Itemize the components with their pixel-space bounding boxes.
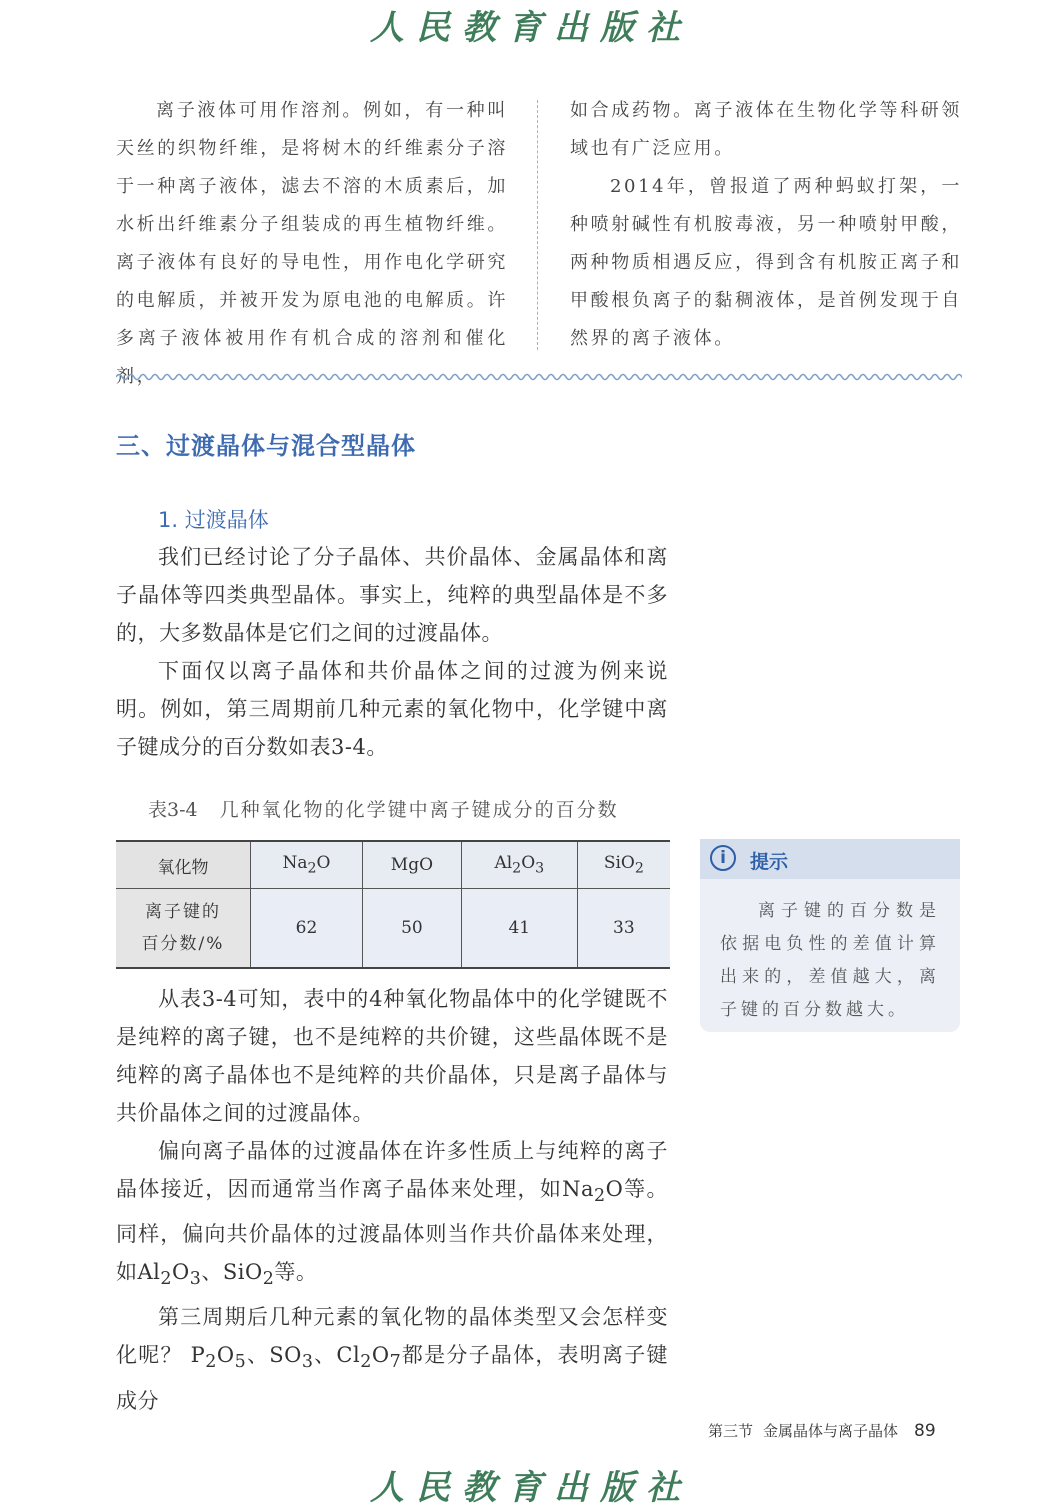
header-mgo: MgO xyxy=(362,841,461,889)
ionic-bond-table xyxy=(116,840,670,969)
intro-text xyxy=(116,538,668,766)
footer-section: 第三节 xyxy=(708,1422,754,1440)
tip-text: 离子键的百分数是依据电负性的差值计算出来的，差值越大，离子键的百分数越大。 xyxy=(720,901,940,1020)
header-na2o: $Na_2O$ xyxy=(251,841,363,889)
tip-body xyxy=(700,879,960,1027)
section-title: 三、过渡晶体与混合型晶体 xyxy=(116,432,416,460)
left-column xyxy=(116,92,508,396)
wavy-divider xyxy=(116,370,962,384)
value-na2o: 62 xyxy=(251,889,363,969)
paragraph-transition-example: 下面仅以离子晶体和共价晶体之间的过渡为例来说明。例如，第三周期前几种元素的氧化物中，化学键中离子键成分的百分数如表3-4。 xyxy=(116,659,668,759)
tip-header xyxy=(700,839,960,879)
table-number: 表3-4 xyxy=(148,799,198,821)
header-label-cell: 氧化物 xyxy=(116,841,251,889)
publisher-logo-top: 人民教育出版社 xyxy=(370,8,692,48)
header-al2o3: $Al_2O_3$ xyxy=(461,841,577,889)
info-icon: i xyxy=(710,845,736,871)
table-title: 几种氧化物的化学键中离子键成分的百分数 xyxy=(219,799,619,821)
table-header-row xyxy=(116,841,670,889)
tip-title: 提示 xyxy=(750,851,789,873)
analysis-text xyxy=(116,980,668,1420)
paragraph-period-three: 第三周期后几种元素的氧化物的晶体类型又会怎样变化呢？ $P_2O_5$、$SO_3$、$Cl_2O_7$都是分子晶体，表明离子键成分 xyxy=(116,1305,668,1413)
value-sio2: 33 xyxy=(577,889,670,969)
value-mgo: 50 xyxy=(362,889,461,969)
column-divider xyxy=(537,100,538,350)
right-column xyxy=(570,92,962,358)
page-number: 89 xyxy=(914,1421,936,1441)
tip-box xyxy=(700,839,960,1032)
footer-chapter: 金属晶体与离子晶体 xyxy=(763,1422,899,1440)
page-footer xyxy=(708,1420,936,1441)
paragraph-typical-crystals: 我们已经讨论了分子晶体、共价晶体、金属晶体和离子晶体等四类典型晶体。事实上，纯粹的典型晶体是不多的，大多数晶体是它们之间的过渡晶体。 xyxy=(116,545,668,645)
ionic-liquid-paragraph-continued: 如合成药物。离子液体在生物化学等科研领域也有广泛应用。 xyxy=(570,100,962,159)
ant-paragraph: 2014年，曾报道了两种蚂蚁打架，一种喷射碱性有机胺毒液，另一种喷射甲酸，两种物质相遇反应，得到含有机胺正离子和甲酸根负离子的黏稠液体，是首例发现于自然界的离子液体。 xyxy=(570,176,962,349)
paragraph-treatment: 偏向离子晶体的过渡晶体在许多性质上与纯粹的离子晶体接近，因而通常当作离子晶体来处理，如$Na_2O$等。同样，偏向共价晶体的过渡晶体则当作共价晶体来处理，如$Al_2O_3$、SiO$_2$等。 xyxy=(116,1139,668,1290)
value-al2o3: 41 xyxy=(461,889,577,969)
ionic-liquid-paragraph: 离子液体可用作溶剂。例如，有一种叫天丝的织物纤维，是将树木的纤维素分子溶于一种离子液体，滤去不溶的木质素后，加水析出纤维素分子组装成的再生植物纤维。离子液体有良好的导电性，用作电化学研究的电解质，并被开发为原电池的电解质。许多离子液体被用作有机合成的溶剂和催化剂， xyxy=(116,100,508,387)
table-caption xyxy=(148,795,619,822)
row-label-cell: 离子键的 百分数/% xyxy=(116,889,251,969)
paragraph-table-conclusion: 从表3-4可知，表中的4种氧化物晶体中的化学键既不是纯粹的离子键，也不是纯粹的共价键，这些晶体既不是纯粹的离子晶体也不是纯粹的共价晶体，只是离子晶体与共价晶体之间的过渡晶体。 xyxy=(116,987,668,1125)
subsection-title: 1. 过渡晶体 xyxy=(158,508,269,532)
header-sio2: SiO$_2$ xyxy=(577,841,670,889)
publisher-logo-bottom: 人民教育出版社 xyxy=(370,1468,692,1508)
table-data-row xyxy=(116,889,670,969)
